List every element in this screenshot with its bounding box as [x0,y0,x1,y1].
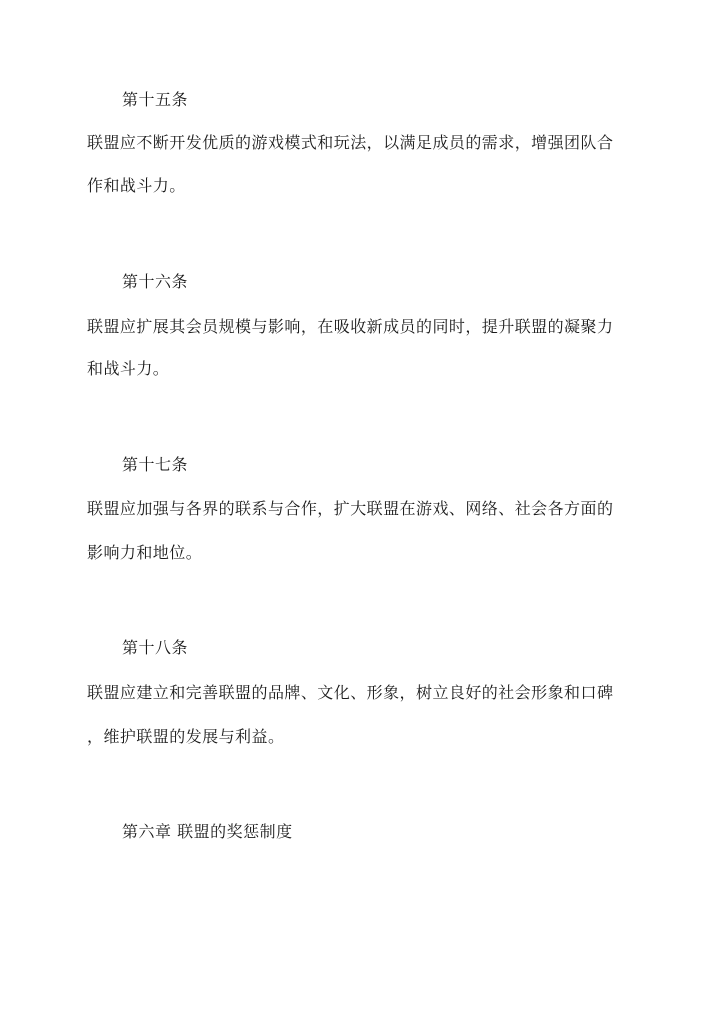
article-18-line-2: ，维护联盟的发展与利益。 [87,727,285,746]
article-16-heading: 第十六条 [122,272,189,291]
article-17-line-2: 影响力和地位。 [87,543,203,562]
article-18-line-1: 联盟应建立和完善联盟的品牌、文化、形象，树立良好的社会形象和口碑 [87,683,614,702]
article-15-line-2: 作和战斗力。 [87,176,186,195]
article-18-heading: 第十八条 [122,638,189,657]
article-15-heading: 第十五条 [122,90,189,109]
article-15-line-1: 联盟应不断开发优质的游戏模式和玩法，以满足成员的需求，增强团队合 [87,133,614,152]
article-17-line-1: 联盟应加强与各界的联系与合作，扩大联盟在游戏、网络、社会各方面的 [87,499,614,518]
article-16-line-1: 联盟应扩展其会员规模与影响，在吸收新成员的同时，提升联盟的凝聚力 [87,317,614,336]
article-17-heading: 第十七条 [122,455,189,474]
chapter-six-title: 第六章 联盟的奖惩制度 [122,822,293,841]
article-16-line-2: 和战斗力。 [87,359,170,378]
